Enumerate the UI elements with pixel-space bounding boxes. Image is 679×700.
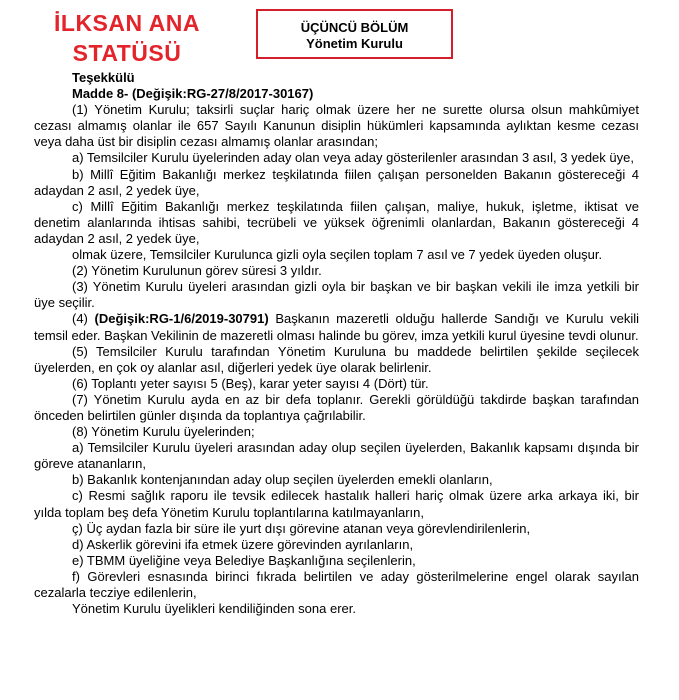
paragraph-4-text: Başkanın mazeretli olduğu hallerde Sandığı ve Kurulu vekili temsil eder. Başkan Vekilinin de mazeretli olması halinde bu görev, imza yetkili kurul üyesine tevdi olunur. (34, 311, 639, 343)
brand-line-2: STATÜSÜ (72, 40, 182, 66)
brand-line-1: İLKSAN ANA (54, 10, 200, 36)
paragraph-8-a: a) Temsilciler Kurulu üyeleri arasından aday olup seçilen üyelerden, Bakanlık kapsamı dışında bir göreve atananların, (34, 440, 639, 472)
paragraph-1-c: c) Millî Eğitim Bakanlığı merkez teşkilatında fiilen çalışan, maliye, hukuk, işletme, iktisat ve denetim alanlarında ihtisas sahibi, tecrübeli ve yüksek öğrenimli olanlardan, Bakanın göstereceği 4 adaydan 2 asıl, 2 yedek üye, (34, 198, 639, 246)
paragraph-2: (2) Yönetim Kurulunun görev süresi 3 yıldır. (72, 263, 322, 279)
paragraph-5: (5) Temsilciler Kurulu tarafından Yönetim Kuruluna bu maddede belirtilen şekilde seçilecek üyelerden, en çok oy alanlar asıl, diğerleri yedek üye olarak belirlenir. (34, 343, 639, 375)
paragraph-8-e: e) TBMM üyeliğine veya Belediye Başkanlığına seçilenlerin, (72, 552, 416, 568)
paragraph-1-b: b) Millî Eğitim Bakanlığı merkez teşkilatında fiilen çalışan personelden Bakanın göstereceği 4 adaydan 2 asıl, 2 yedek üye, (34, 166, 639, 198)
article-heading: Madde 8- (Değişik:RG-27/8/2017-30167) (72, 86, 314, 102)
paragraph-3: (3) Yönetim Kurulu üyeleri arasından gizli oyla bir başkan ve bir başkan vekili ile imza yetkili bir üye seçilir. (34, 279, 639, 311)
paragraph-4-number: (4) (72, 311, 88, 327)
paragraph-7: (7) Yönetim Kurulu ayda en az bir defa toplanır. Gerekli görüldüğü takdirde başkan tarafından önceden belirtilen günler dışında da toplantıya çağrılabilir. (34, 391, 639, 423)
paragraph-8-d: d) Askerlik görevini ifa etmek üzere görevinden ayrılanların, (72, 536, 414, 552)
paragraph-1-a: a) Temsilciler Kurulu üyelerinden aday olan veya aday gösterilenler arasından 3 asıl, 3 yedek üye, (72, 150, 634, 166)
paragraph-8-end: Yönetim Kurulu üyelikleri kendiliğinden sona erer. (72, 601, 356, 617)
paragraph-1: (1) Yönetim Kurulu; taksirli suçlar hariç olmak üzere her ne surette olursa olsun mahkûmiyet cezası almamış olanlar ile 657 Sayılı Kanunun disiplin hükümleri kapsamında aylıktan kesme cezası veya daha üst bir disiplin cezası almamış olanlar arasından; (34, 102, 639, 150)
article-body (34, 70, 639, 617)
paragraph-8-b: b) Bakanlık kontenjanından aday olup seçilen üyelerden emekli olanların, (72, 472, 493, 488)
topic-heading: Teşekkülü (72, 70, 135, 85)
paragraph-4 (34, 311, 639, 343)
paragraph-8-cc: ç) Üç aydan fazla bir süre ile yurt dışı görevine atanan veya görevlendirilenlerin, (72, 520, 531, 536)
section-title: ÜÇÜNCÜ BÖLÜM (300, 20, 409, 35)
section-subtitle: Yönetim Kurulu (306, 36, 403, 51)
paragraph-8-c: c) Resmi sağlık raporu ile tevsik edilecek hastalık halleri hariç olmak üzere arka arkaya iki, bir yılda toplam beş defa Yönetim Kurulu toplantılarına katılmayanların, (34, 488, 639, 520)
paragraph-1-end: olmak üzere, Temsilciler Kurulunca gizli oyla seçilen toplam 7 asıl ve 7 yedek üyeden oluşur. (72, 247, 603, 263)
paragraph-6: (6) Toplantı yeter sayısı 5 (Beş), karar yeter sayısı 4 (Dört) tür. (72, 375, 429, 391)
paragraph-8: (8) Yönetim Kurulu üyelerinden; (72, 424, 255, 440)
paragraph-4-amendment: (Değişik:RG-1/6/2019-30791) (94, 311, 269, 327)
paragraph-8-f: f) Görevleri esnasında birinci fıkrada belirtilen ve aday gösterilmelerine engel olarak sayılan cezalarla tecziye edilenlerin, (34, 568, 639, 600)
section-title-box (256, 9, 453, 59)
document-brand-title (52, 8, 202, 68)
